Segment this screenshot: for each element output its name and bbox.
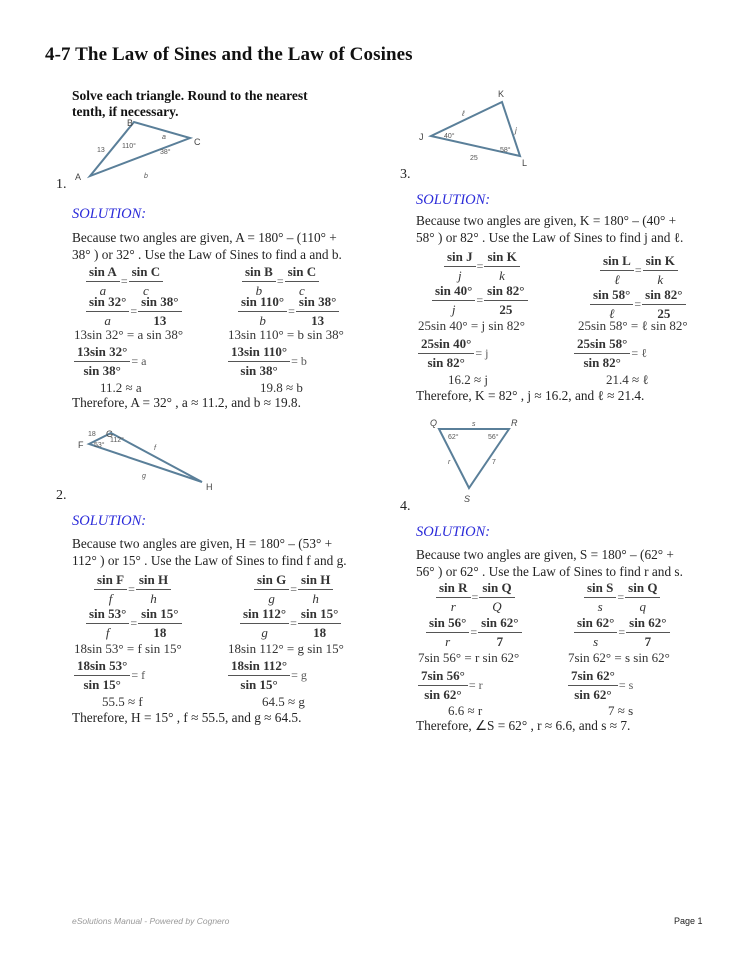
equation-isolate-1b: $\frac{13\sin 110^\circ}{\sin 38^\circ}$ = b [228,344,308,379]
angle-label-B: 110° [122,143,136,150]
angle-label-C: 38° [160,149,171,156]
equation-cross-3b: 25sin 58° = ℓ sin 82° [578,318,688,333]
equation-cross-1a: 13sin 32° = a sin 38° [74,327,184,342]
equation-sub-2b: $\frac{\sin 112^\circ}{g}$ = $\frac{\sin 15^\circ}{18}$ [240,606,341,641]
triangle-diagram-2 [78,428,258,498]
equation-sub-4a: $\frac{\sin 56^\circ}{r}$ = $\frac{\sin 62^\circ}{7}$ [426,615,522,650]
equation-ratio-3b: $\frac{\text{sin L}}{\text{ℓ}}$ = $\frac{\text{sin K}}{k}$ [600,253,678,288]
side-label-FH: g [142,473,146,480]
solution-intro-4: Because two angles are given, S = 180° – (62° + 56° ) or 62° . Use the Law of Sines to find r and s. [416,547,683,579]
conclusion-2: Therefore, H = 15° , f ≈ 55.5, and g ≈ 64.5. [72,710,302,725]
footer-page-number: Page 1 [674,916,703,926]
vertex-label-S: S [464,494,471,504]
vertex-label-Q: Q [430,418,438,428]
equation-result-1a: 11.2 ≈ a [100,380,142,395]
conclusion-4: Therefore, ∠S = 62° , r ≈ 6.6, and s ≈ 7. [416,718,631,733]
equation-ratio-1b: $\frac{\text{sin B}}{b}$ = $\frac{\text{sin C}}{c}$ [242,264,319,299]
page-title: 4-7 The Law of Sines and the Law of Cosines [45,44,413,65]
vertex-label-G: G [106,429,114,439]
equation-ratio-2a: $\frac{\text{sin F}}{f}$ = $\frac{\text{sin H}}{h}$ [94,572,171,607]
vertex-label-L: L [522,158,528,168]
equation-sub-4b: $\frac{\sin 62^\circ}{s}$ = $\frac{\sin 62^\circ}{7}$ [574,615,670,650]
equation-isolate-1a: $\frac{13\sin 32^\circ}{\sin 38^\circ}$ = a [74,344,147,379]
angle-label-L: 58° [500,147,511,154]
solution-label-3: SOLUTION: [416,192,491,208]
angle-label-Q: 62° [448,434,459,441]
equation-isolate-4a: $\frac{7\sin 56^\circ}{\sin 62^\circ}$ = r [418,668,484,703]
equation-isolate-3b: $\frac{25\sin 58^\circ}{\sin 82^\circ}$ = ℓ [574,336,648,371]
equation-sub-1b: $\frac{\sin 110^\circ}{b}$ = $\frac{\sin 38^\circ}{13}$ [238,294,339,329]
side-label-AC: b [144,173,148,180]
problem-number-2: 2. [56,488,67,503]
vertex-label-H: H [206,482,213,492]
vertex-label-R: R [511,418,518,428]
solution-label-4: SOLUTION: [416,524,491,540]
solution-intro-2: Because two angles are given, H = 180° – (53° + 112° ) or 15° . Use the Law of Sines to find f and g. [72,536,347,568]
conclusion-1: Therefore, A = 32° , a ≈ 11.2, and b ≈ 19.8. [72,395,301,410]
equation-result-4a: 6.6 ≈ r [448,703,483,718]
conclusion-3: Therefore, K = 82° , j ≈ 16.2, and ℓ ≈ 21.4. [416,388,645,403]
equation-sub-2a: $\frac{\sin 53^\circ}{f}$ = $\frac{\sin 15^\circ}{18}$ [86,606,182,641]
equation-cross-2b: 18sin 112° = g sin 15° [228,641,344,656]
equation-ratio-4a: $\frac{\text{sin R}}{r}$ = $\frac{\text{sin Q}}{Q}$ [436,580,515,615]
equation-sub-3b: $\frac{\sin 58^\circ}{\text{ℓ}}$ = $\frac{\sin 82^\circ}{25}$ [590,287,686,322]
side-label-AB: 13 [97,147,105,154]
vertex-label-C: C [194,137,201,147]
solution-intro-1: Because two angles are given, A = 180° – (110° + 38° ) or 32° . Use the Law of Sines to find a and b. [72,230,342,262]
equation-sub-3a: $\frac{\sin 40^\circ}{j}$ = $\frac{\sin 82^\circ}{25}$ [432,283,528,318]
solution-label-1: SOLUTION: [72,206,147,222]
equation-cross-4b: 7sin 62° = s sin 62° [568,650,670,665]
equation-ratio-3a: $\frac{\text{sin J}}{j}$ = $\frac{\text{sin K}}{k}$ [444,249,520,284]
problem-number-1: 1. [56,177,67,192]
footer-publisher: eSolutions Manual - Powered by Cognero [72,916,230,926]
side-label-QS: r [448,459,451,466]
side-label-JK: ℓ [462,109,465,118]
angle-label-F: 53° [94,442,105,449]
angle-label-G: 112° [110,437,124,444]
side-label-JL: 25 [470,155,478,162]
side-label-KL: j [515,126,517,135]
vertex-label-K: K [498,89,505,99]
equation-ratio-4b: $\frac{\text{sin S}}{s}$ = $\frac{\text{sin Q}}{q}$ [584,580,660,615]
solution-label-2: SOLUTION: [72,513,147,529]
side-label-FG: 18 [88,431,96,438]
triangle-diagram-3 [414,88,544,168]
equation-sub-1a: $\frac{\sin 32^\circ}{a}$ = $\frac{\sin 38^\circ}{13}$ [86,294,182,329]
equation-isolate-4b: $\frac{7\sin 62^\circ}{\sin 62^\circ}$ = s [568,668,634,703]
equation-result-3b: 21.4 ≈ ℓ [606,372,649,387]
solution-intro-3: Because two angles are given, K = 180° – (40° + 58° ) or 82° . Use the Law of Sines to find j and ℓ. [416,213,684,245]
equation-ratio-2b: $\frac{\text{sin G}}{g}$ = $\frac{\text{sin H}}{h}$ [254,572,333,607]
equation-cross-4a: 7sin 56° = r sin 62° [418,650,520,665]
equation-result-4b: 7 ≈ s [608,703,634,718]
vertex-label-A: A [75,172,82,182]
problem-number-4: 4. [400,499,411,514]
triangle-diagram-1 [70,118,210,183]
vertex-label-F: F [78,440,84,450]
side-label-GH: f [154,445,156,452]
equation-result-2a: 55.5 ≈ f [102,694,143,709]
angle-label-R: 56° [488,434,499,441]
side-label-RS: 7 [492,459,496,466]
equation-cross-2a: 18sin 53° = f sin 15° [74,641,182,656]
triangle-diagram-4 [412,414,532,506]
equation-result-3a: 16.2 ≈ j [448,372,488,387]
equation-isolate-2b: $\frac{18\sin 112^\circ}{\sin 15^\circ}$ = g [228,658,308,693]
side-label-BC: a [162,134,166,141]
vertex-label-B: B [127,118,134,128]
equation-result-2b: 64.5 ≈ g [262,694,305,709]
vertex-label-J: J [419,132,424,142]
angle-label-J: 40° [444,133,455,140]
problem-number-3: 3. [400,167,411,182]
equation-ratio-1a: $\frac{\text{sin A}}{a}$ = $\frac{\text{sin C}}{c}$ [86,264,163,299]
equation-cross-3a: 25sin 40° = j sin 82° [418,318,525,333]
equation-isolate-2a: $\frac{18\sin 53^\circ}{\sin 15^\circ}$ = f [74,658,146,693]
equation-result-1b: 19.8 ≈ b [260,380,303,395]
equation-isolate-3a: $\frac{25\sin 40^\circ}{\sin 82^\circ}$ = j [418,336,489,371]
instructions: Solve each triangle. Round to the nearest tenth, if necessary. [72,88,308,119]
equation-cross-1b: 13sin 110° = b sin 38° [228,327,344,342]
side-label-QR: s [472,421,476,428]
